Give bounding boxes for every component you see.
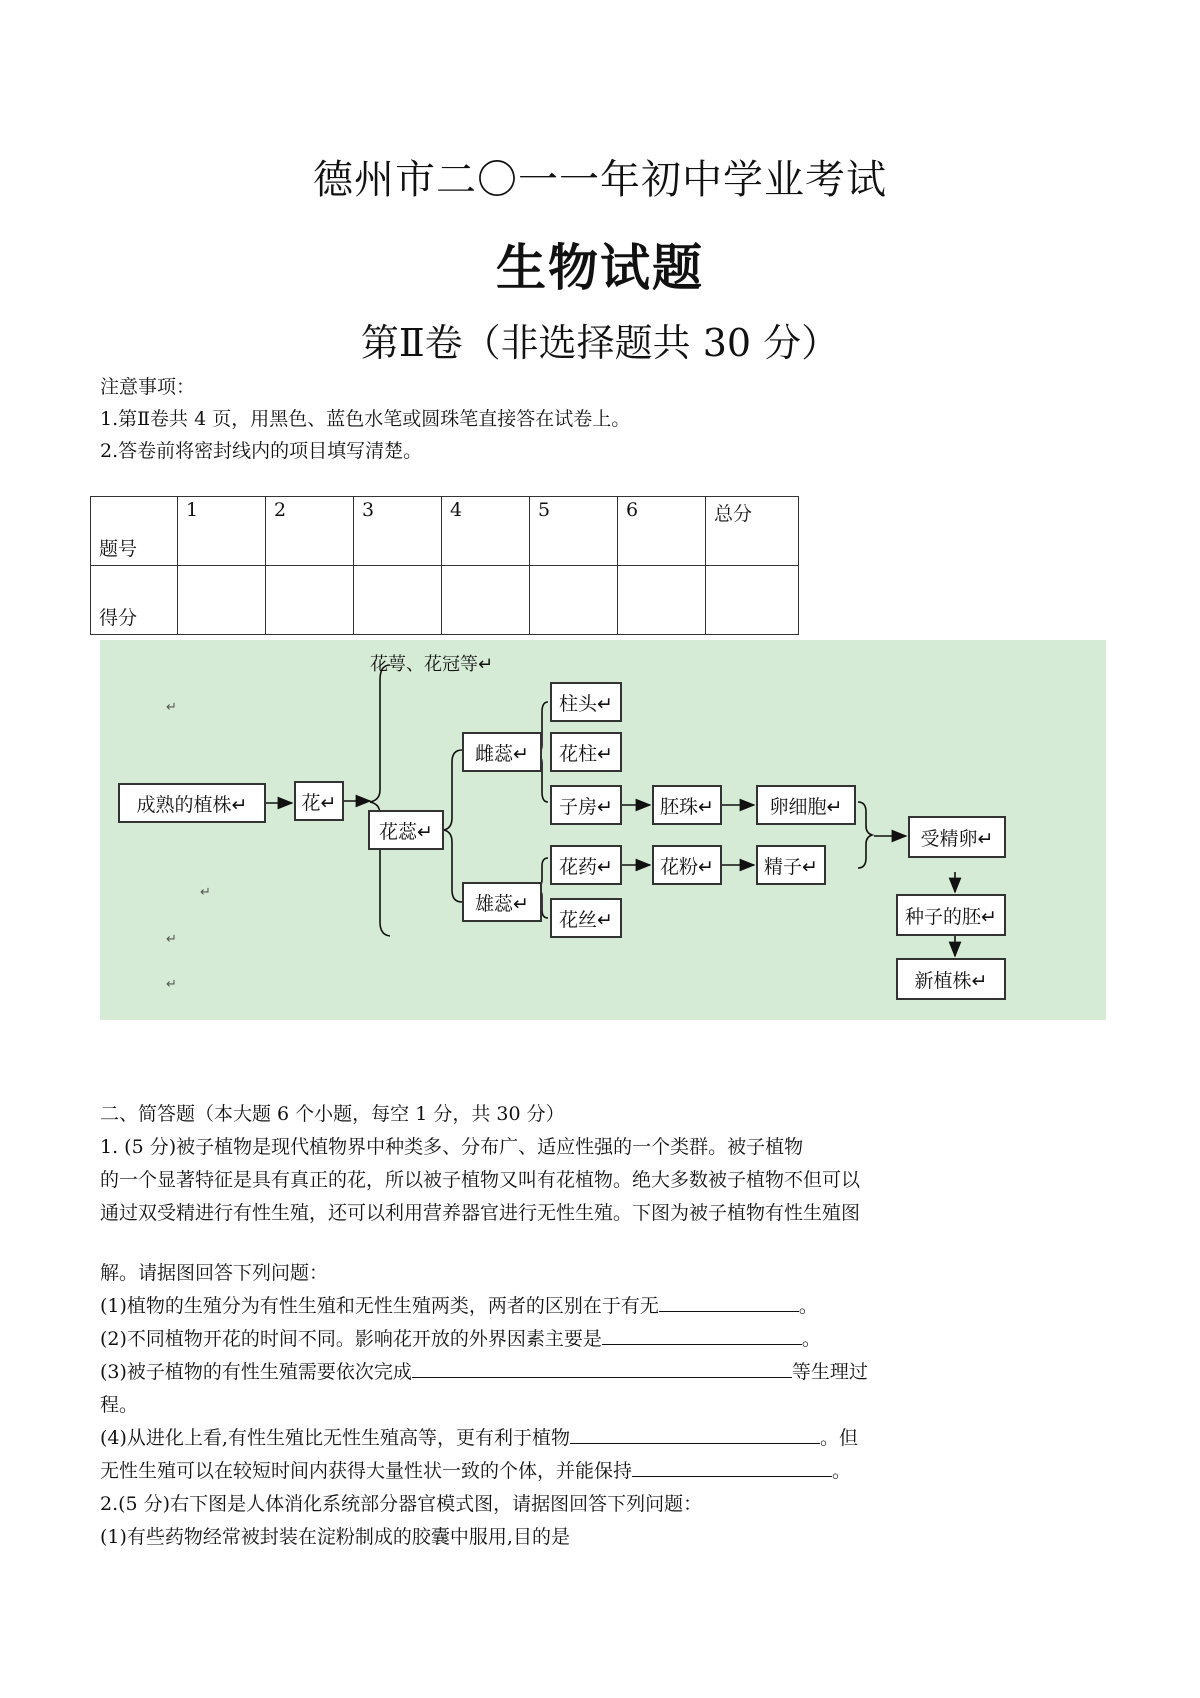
subject-title: 生物试题 — [496, 238, 704, 297]
answer-blank[interactable] — [570, 1423, 820, 1444]
q2-text-line1: 2.(5 分)右下图是人体消化系统部分器官模式图，请据图回答下列问题： — [100, 1493, 703, 1515]
q1-sub4-text: (4)从进化上看,有性生殖比无性生殖高等，更有利于植物 — [100, 1427, 570, 1449]
row-label-score: 得分 — [91, 566, 178, 635]
return-mark: ↵ — [166, 932, 177, 947]
score-table-row-score — [91, 566, 799, 635]
box-pollen: 花粉↵ — [652, 845, 722, 885]
box-flower: 花↵ — [294, 781, 344, 821]
q1-sub2 — [100, 1323, 821, 1356]
reproduction-diagram — [100, 640, 1106, 1020]
q1-sub1-text: (1)植物的生殖分为有性生殖和无性生殖两类，两者的区别在于有无 — [100, 1295, 659, 1317]
big-brace — [370, 665, 390, 936]
box-mature-plant: 成熟的植株↵ — [118, 783, 266, 823]
col-header: 6 — [618, 497, 706, 566]
box-egg-cell: 卵细胞↵ — [756, 785, 856, 825]
return-mark: ↵ — [166, 977, 177, 992]
q1-sub2-end: 。 — [801, 1328, 821, 1350]
q1-sub2-text: (2)不同植物开花的时间不同。影响花开放的外界因素主要是 — [100, 1328, 602, 1350]
box-zygote: 受精卵↵ — [908, 816, 1006, 858]
box-new-plant: 新植株↵ — [896, 958, 1006, 1000]
section2-heading: 二、简答题（本大题 6 个小题，每空 1 分，共 30 分） — [100, 1103, 565, 1125]
return-mark: ↵ — [200, 885, 211, 900]
box-filament: 花丝↵ — [550, 898, 622, 938]
q1-sub3 — [100, 1356, 868, 1389]
q1-text-line2: 的一个显著特征是具有真正的花，所以被子植物又叫有花植物。绝大多数被子植物不但可以 — [100, 1169, 861, 1191]
col-header: 1 — [178, 497, 266, 566]
answer-blank[interactable] — [632, 1456, 832, 1477]
q1-sub4 — [100, 1422, 858, 1455]
brace-fertilization — [858, 802, 872, 868]
q1-sub3-end: 等生理过 — [791, 1361, 868, 1383]
answer-blank[interactable] — [602, 1324, 802, 1345]
score-cell-total[interactable] — [706, 566, 799, 635]
q1-sub4-end: 。 — [832, 1460, 852, 1482]
box-ovary: 子房↵ — [550, 785, 622, 825]
box-stigma: 柱头↵ — [550, 682, 622, 722]
col-header: 5 — [530, 497, 618, 566]
box-pistil: 雌蕊↵ — [462, 732, 542, 772]
q1-sub1 — [100, 1290, 818, 1323]
score-cell[interactable] — [442, 566, 530, 635]
score-table-row-number — [91, 497, 799, 566]
score-cell[interactable] — [266, 566, 354, 635]
q1-sub3-cont: 程。 — [100, 1394, 139, 1416]
score-cell[interactable] — [354, 566, 442, 635]
box-stamen: 雄蕊↵ — [462, 882, 542, 922]
score-cell[interactable] — [178, 566, 266, 635]
notice-item-1: 1.第Ⅱ卷共 4 页，用黑色、蓝色水笔或圆珠笔直接答在试卷上。 — [100, 408, 631, 430]
q1-text-line1: 1. (5 分)被子植物是现代植物界中种类多、分布广、适应性强的一个类群。被子植物 — [100, 1136, 804, 1158]
score-cell[interactable] — [530, 566, 618, 635]
notice-item-2: 2.答卷前将密封线内的项目填写清楚。 — [100, 440, 423, 462]
volume-title: 第Ⅱ卷（非选择题共 30 分） — [360, 321, 840, 365]
answer-blank[interactable] — [659, 1291, 799, 1312]
q1-sub4-text2: 无性生殖可以在较短时间内获得大量性状一致的个体，并能保持 — [100, 1460, 633, 1482]
row-label-number: 题号 — [91, 497, 178, 566]
q1-sub3-text: (3)被子植物的有性生殖需要依次完成 — [100, 1361, 412, 1383]
col-header: 2 — [266, 497, 354, 566]
notice-heading: 注意事项： — [100, 376, 196, 398]
q1-sub4-mid: 。但 — [819, 1427, 858, 1449]
label-sepal-petal: 花萼、花冠等↵ — [370, 654, 494, 675]
box-anther: 花药↵ — [550, 845, 622, 885]
brace-pistil-stamen — [444, 750, 462, 902]
score-table — [90, 496, 799, 635]
q1-text-line4: 解。请据图回答下列问题： — [100, 1262, 329, 1284]
box-sperm: 精子↵ — [756, 845, 826, 885]
score-cell[interactable] — [618, 566, 706, 635]
exam-title: 德州市二〇一一年初中学业考试 — [313, 157, 887, 203]
answer-blank[interactable] — [412, 1357, 792, 1378]
box-seed-embryo: 种子的胚↵ — [896, 894, 1006, 936]
q1-sub1-end: 。 — [798, 1295, 818, 1317]
col-header: 4 — [442, 497, 530, 566]
return-mark: ↵ — [166, 700, 177, 715]
box-ovule: 胚珠↵ — [652, 785, 722, 825]
box-stamens-pistils: 花蕊↵ — [368, 810, 444, 850]
q1-text-line3: 通过双受精进行有性生殖，还可以利用营养器官进行无性生殖。下图为被子植物有性生殖图 — [100, 1202, 861, 1224]
q2-sub1: (1)有些药物经常被封装在淀粉制成的胶囊中服用,目的是 — [100, 1526, 570, 1548]
q1-sub4-cont — [100, 1455, 851, 1488]
box-style: 花柱↵ — [550, 732, 622, 772]
col-header-total: 总分 — [706, 497, 799, 566]
col-header: 3 — [354, 497, 442, 566]
